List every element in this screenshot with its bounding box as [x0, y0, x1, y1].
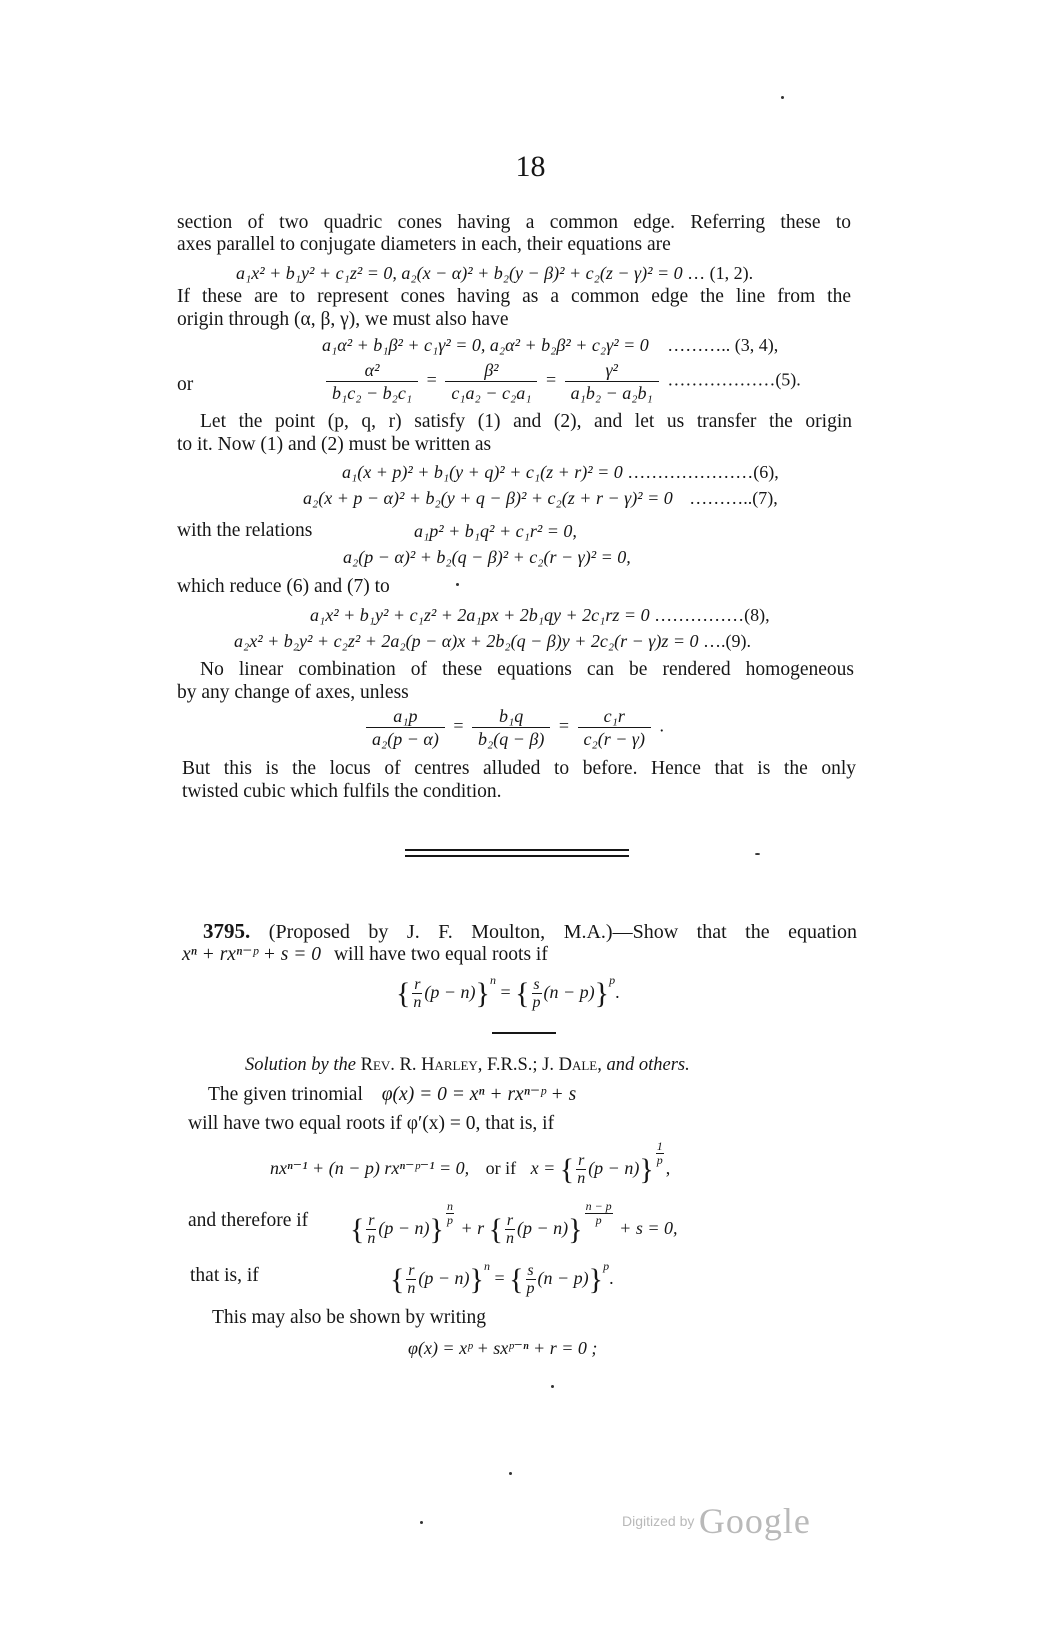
equation-6-body: a₁(x + p)² + b₁(y + q)² + c₁(z + r)² = 0	[342, 462, 623, 482]
separator-rule-bottom	[405, 855, 629, 857]
brace-close-2: }	[594, 976, 610, 1010]
solution-line-3	[270, 1140, 670, 1187]
watermark-prefix: Digitized by	[622, 1513, 695, 1529]
q-rhs-den: p	[532, 994, 541, 1012]
separator-rule-top	[405, 849, 629, 851]
s4-brace-open-1: {	[350, 1212, 365, 1246]
s5-end: .	[609, 1268, 614, 1288]
unless-f1-num: a₁p	[366, 706, 445, 728]
para4-line-2: by any change of axes, unless	[177, 682, 409, 703]
unless-equals-1: =	[453, 715, 464, 736]
equation-1-2-tag: … (1, 2).	[687, 263, 754, 283]
solution-author-harley: Rev. R. Harley, F.R.S.	[360, 1055, 533, 1075]
s4-den-1: n	[367, 1230, 376, 1248]
eq5-fraction-2	[445, 360, 537, 403]
equation-3-4-body: a₁α² + b₁β² + c₁γ² = 0, a₂α² + b₂β² + c₂γ² = 0	[322, 335, 649, 355]
question-tail: will have two equal roots if	[333, 944, 548, 965]
s4-exp1-num: n	[446, 1199, 453, 1213]
s5-lhs-den: n	[407, 1280, 416, 1298]
para3-line-2: to it. Now (1) and (2) must be written as	[177, 434, 492, 455]
scan-speck	[551, 1385, 554, 1388]
question-3795-line-2	[182, 944, 548, 966]
s3-num: r	[578, 1152, 585, 1170]
watermark-brand: Google	[698, 1501, 811, 1541]
equation-3-4-tag: ……….. (3, 4),	[667, 335, 779, 355]
equation-7-tag: ………..(7),	[689, 488, 778, 508]
eq5-fraction-3	[565, 360, 659, 403]
eq5-f2-den: c₁a₂ − c₂a₁	[451, 383, 532, 403]
equation-7	[303, 487, 778, 509]
relation-2: a₂(p − α)² + b₂(q − β)² + c₂(r − γ)² = 0,	[343, 547, 631, 567]
s5-brace-open-1: {	[390, 1262, 405, 1296]
s3-x-eq: x =	[530, 1158, 556, 1178]
equation-unless	[362, 706, 664, 749]
unless-fraction-3	[578, 706, 651, 749]
s5-rhs-body: (n − p)	[537, 1268, 589, 1288]
unless-f3-num: c₁r	[578, 706, 651, 728]
s5-lhs-exp: n	[483, 1259, 490, 1273]
solution-separator: ;	[532, 1055, 538, 1075]
question-equation: xⁿ + rxⁿ⁻ᵖ + s = 0	[182, 944, 322, 965]
s3-or-if: or if	[485, 1158, 517, 1178]
solution-line-7: φ(x) = xᵖ + sxᵖ⁻ⁿ + r = 0 ;	[408, 1338, 598, 1358]
q-lhs-num: r	[414, 976, 421, 994]
s5-lhs-body: (p − n)	[418, 1268, 470, 1288]
s3-brace-open: {	[559, 1152, 575, 1186]
s4-plus-r: + r	[460, 1218, 485, 1238]
solution-line-6: This may also be shown by writing	[212, 1307, 487, 1328]
question-number: 3795.	[203, 919, 251, 943]
equation-5-tag: ………………(5).	[667, 369, 801, 390]
para5-line-2: twisted cubic which fulfils the condition.	[182, 781, 502, 802]
eq5-f1-den: b₁c₂ − b₂c₁	[332, 383, 413, 403]
reduce-line: which reduce (6) and (7) to	[177, 576, 390, 597]
equation-1-2-body: a₁x² + b₁y² + c₁z² = 0, a₂(x − α)² + b₂(y − β)² + c₂(z − γ)² = 0	[236, 263, 683, 283]
solution-line-5	[390, 1256, 614, 1297]
s4-brace-open-2: {	[488, 1212, 504, 1246]
brace-open-2: {	[515, 976, 530, 1010]
unless-fraction-1	[366, 706, 445, 749]
equation-6	[342, 461, 779, 483]
eq5-f3-num: γ²	[565, 360, 659, 382]
eq5-f2-num: β²	[445, 360, 537, 382]
question-3795-line-1	[203, 920, 857, 943]
s4-num-1: r	[368, 1212, 375, 1230]
q-rhs-num: s	[533, 976, 540, 994]
solution-line-2: will have two equal roots if φ′(x) = 0, that is, if	[188, 1113, 555, 1134]
s5-rhs-den: p	[526, 1280, 535, 1298]
equation-6-tag: …………………(6),	[627, 462, 779, 482]
solution-line-1-text: The given trinomial	[208, 1084, 363, 1105]
unless-equals-2: =	[558, 715, 570, 736]
equation-8-tag: ……………(8),	[654, 605, 770, 625]
s5-brace-close-2: }	[588, 1262, 604, 1296]
unless-f1-den: a₂(p − α)	[372, 729, 439, 749]
scan-speck	[509, 1472, 512, 1475]
equation-5	[322, 360, 801, 403]
eq5-equals-2: =	[545, 369, 557, 390]
page-number: 18	[515, 150, 546, 183]
intro-line-2: axes parallel to conjugate diameters in each, their equations are	[177, 234, 671, 255]
para3-line-1: Let the point (p, q, r) satisfy (1) and (2), and let us transfer the origin	[200, 411, 852, 432]
unless-fraction-2	[472, 706, 550, 749]
s3-body: (p − n)	[588, 1158, 640, 1178]
solution-header	[245, 1054, 690, 1076]
solution-by: Solution by the	[245, 1055, 356, 1075]
brace-open-1: {	[396, 976, 411, 1010]
s3-eq: nxⁿ⁻¹ + (n − p) rxⁿ⁻ᵖ⁻¹ = 0,	[270, 1158, 470, 1178]
s3-end: ,	[665, 1158, 671, 1178]
relations-label: with the relations	[177, 520, 313, 541]
relation-1: a₁p² + b₁q² + c₁r² = 0,	[414, 521, 577, 541]
s4-brace-close-1: }	[429, 1212, 444, 1246]
s5-lhs-num: r	[408, 1262, 415, 1280]
s5-brace-open-2: {	[509, 1262, 524, 1296]
solution-line-1	[208, 1084, 576, 1106]
q-equals: =	[500, 982, 511, 1002]
q-lhs-den: n	[413, 994, 422, 1012]
question-text: (Proposed by J. F. Moulton, M.A.)—Show that the equation	[268, 921, 857, 943]
para4-line-1: No linear combination of these equations can be rendered homogeneous	[200, 659, 854, 680]
s4-den-2: n	[506, 1230, 515, 1248]
solution-line-1-eq: φ(x) = 0 = xⁿ + rxⁿ⁻ᵖ + s	[381, 1084, 577, 1105]
solution-line-4	[350, 1200, 677, 1247]
unless-end: .	[659, 715, 664, 736]
eq5-f3-den: a₁b₂ − a₂b₁	[570, 383, 653, 403]
question-display-equation	[396, 970, 620, 1011]
s5-brace-close-1: }	[469, 1262, 484, 1296]
scan-speck	[781, 96, 784, 99]
eq5-f1-num: α²	[326, 360, 418, 382]
equation-7-body: a₂(x + p − α)² + b₂(y + q − β)² + c₂(z + r − γ)² = 0	[303, 488, 673, 508]
s3-exp-den: p	[656, 1153, 663, 1167]
short-rule	[492, 1032, 556, 1034]
q-lhs-exp: n	[489, 973, 496, 987]
s4-exp1-den: p	[446, 1213, 453, 1227]
unless-f2-den: b₂(q − β)	[478, 729, 545, 749]
s3-den: n	[577, 1170, 586, 1188]
unless-f3-den: c₂(r − γ)	[583, 729, 645, 749]
solution-line-4-label: and therefore if	[188, 1210, 309, 1231]
unless-f2-num: b₁q	[472, 706, 550, 728]
intro-line-1: section of two quadric cones having a common edge. Referring these to	[177, 212, 851, 233]
scan-speck	[755, 853, 760, 855]
s5-rhs-exp: p	[603, 1259, 610, 1273]
para5-line-1: But this is the locus of centres alluded to before. Hence that is the only	[182, 758, 856, 779]
q-end: .	[615, 982, 620, 1002]
equation-8-body: a₁x² + b₁y² + c₁z² + 2a₁px + 2b₁qy + 2c₁rz = 0	[310, 605, 650, 625]
scan-speck	[456, 583, 459, 586]
s4-brace-close-2: }	[568, 1212, 583, 1246]
s4-exp2-den: p	[595, 1213, 602, 1227]
equation-9-body: a₂x² + b₂y² + c₂z² + 2a₂(p − α)x + 2b₂(q − β)y + 2c₂(r − γ)z = 0	[234, 631, 699, 651]
equation-1-2	[236, 262, 753, 284]
digitized-by-google-watermark	[622, 1500, 811, 1542]
s4-body-1: (p − n)	[378, 1218, 430, 1238]
solution-author-dale: J. Dale,	[542, 1055, 602, 1075]
solution-line-5-label: that is, if	[190, 1265, 259, 1286]
s4-num-2: r	[506, 1212, 514, 1230]
s4-tail: + s = 0,	[619, 1218, 678, 1238]
s3-exp-num: 1	[656, 1139, 663, 1153]
eq5-equals-1: =	[426, 369, 437, 390]
q-lhs-body: (p − n)	[424, 982, 476, 1002]
s4-body-2: (p − n)	[517, 1218, 569, 1238]
q-rhs-body: (n − p)	[543, 982, 595, 1002]
s3-brace-close: }	[639, 1152, 654, 1186]
or-label: or	[177, 374, 194, 395]
s5-rhs-num: s	[527, 1262, 534, 1280]
equation-8	[310, 604, 770, 626]
solution-others: and others.	[606, 1055, 690, 1075]
scan-speck	[420, 1521, 423, 1524]
brace-close-1: }	[475, 976, 490, 1010]
para2-line-2: origin through (α, β, γ), we must also have	[177, 309, 509, 330]
s4-exp2-num: n − p	[585, 1199, 612, 1213]
equation-9-tag: ….(9).	[702, 631, 751, 651]
equation-3-4	[322, 334, 778, 356]
q-rhs-exp: p	[609, 973, 616, 987]
s5-equals: =	[494, 1268, 505, 1288]
equation-9	[234, 630, 751, 652]
eq5-fraction-1	[326, 360, 418, 403]
para2-line-1: If these are to represent cones having as a common edge the line from the	[177, 286, 851, 307]
